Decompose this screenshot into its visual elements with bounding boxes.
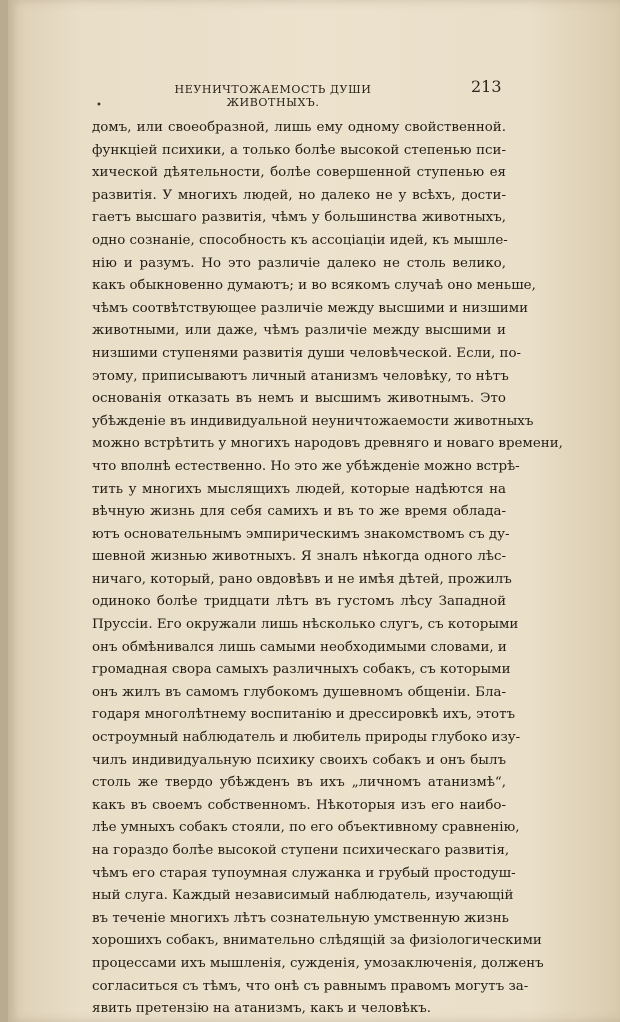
text-line: онъ обмѣнивался лишь самыми необходимыми словами, и	[92, 639, 507, 655]
text-line: гаетъ высшаго развитія, чѣмъ у большинства животныхъ,	[92, 210, 506, 226]
text-line: убѣжденіе въ индивидуальной неуничтожаемости животныхъ	[92, 413, 534, 429]
text-line: какъ обыкновенно думаютъ; и во всякомъ случаѣ оно меньше,	[92, 278, 536, 294]
text-line: столь же твердо убѣжденъ въ ихъ „личномъ атанизмѣ“,	[92, 775, 506, 791]
text-line: въ теченіе многихъ лѣтъ сознательную умственную жизнь	[92, 910, 509, 926]
text-line: согласиться съ тѣмъ, что онѣ съ равнымъ правомъ могутъ за-	[92, 978, 529, 994]
text-line: чѣмъ его старая тупоумная служанка и грубый простодуш-	[92, 865, 516, 881]
text-line: одиноко болѣе тридцати лѣтъ въ густомъ лѣсу Западной	[92, 594, 506, 610]
text-line: явить претензію на атанизмъ, какъ и человѣкъ.	[92, 1001, 431, 1017]
text-line: этому, приписываютъ личный атанизмъ человѣку, то нѣтъ	[92, 368, 509, 384]
text-line: ный слуга. Каждый независимый наблюдатель, изучающій	[92, 888, 514, 904]
text-line: развитія. У многихъ людей, но далеко не у всѣхъ, дости-	[92, 187, 506, 203]
text-line: ничаго, который, рано овдовѣвъ и не имѣя дѣтей, прожилъ	[92, 571, 512, 587]
text-line: чилъ индивидуальную психику своихъ собакъ и онъ былъ	[92, 752, 506, 768]
text-line: громадная свора самыхъ различныхъ собакъ, съ которыми	[92, 662, 511, 678]
text-line: хической дѣятельности, болѣе совершенной ступенью ея	[92, 165, 506, 181]
text-line: можно встрѣтить у многихъ народовъ древняго и новаго времени,	[92, 436, 563, 452]
text-line: функціей психики, а только болѣе высокой степенью пси-	[92, 142, 506, 158]
text-line: вѣчную жизнь для себя самихъ и въ то же время облада-	[92, 504, 506, 520]
text-line: шевной жизнью животныхъ. Я зналъ нѣкогда одного лѣс-	[92, 549, 506, 565]
text-line: остроумный наблюдатель и любитель природы глубоко изу-	[92, 730, 521, 746]
text-line: тить у многихъ мыслящихъ людей, которые надѣются на	[92, 481, 506, 497]
text-line: Пруссіи. Его окружали лишь нѣсколько слугъ, съ которыми	[92, 617, 519, 633]
text-line: низшими ступенями развитія души человѣческой. Если, по-	[92, 345, 522, 361]
text-line: чѣмъ соотвѣтствующее различіе между высшими и низшими	[92, 300, 529, 316]
text-line: годаря многолѣтнему воспитанію и дрессировкѣ ихъ, этотъ	[92, 707, 516, 723]
text-line: какъ въ своемъ собственномъ. Нѣкоторыя изъ его наибо-	[92, 797, 506, 813]
text-line: ютъ основательнымъ эмпирическимъ знакомствомъ съ ду-	[92, 526, 510, 542]
printer-mark: •	[96, 100, 102, 111]
text-line: домъ, или своеобразной, лишь ему одному свойственной.	[92, 120, 506, 135]
text-line: хорошихъ собакъ, внимательно слѣдящій за физіологическими	[92, 933, 542, 949]
text-line: на гораздо болѣе высокой ступени психическаго развитія,	[92, 843, 510, 858]
text-line: животными, или даже, чѣмъ различіе между высшими и	[92, 323, 506, 339]
body-text	[92, 117, 563, 1021]
text-line: онъ жилъ въ самомъ глубокомъ душевномъ общеніи. Бла-	[92, 684, 506, 700]
text-line: основанія отказать въ немъ и высшимъ животнымъ. Это	[92, 391, 506, 407]
text-line: что вполнѣ естественно. Но это же убѣжденіе можно встрѣ-	[92, 458, 520, 474]
book-page	[8, 0, 620, 1022]
text-line: процессами ихъ мышленія, сужденія, умозаключенія, долженъ	[92, 955, 544, 971]
running-title: НЕУНИЧТОЖАЕМОСТЬ ДУШИ ЖИВОТНЫХЪ.	[174, 83, 372, 109]
text-line: одно сознаніе, способность къ ассоціаціи идей, къ мышле-	[92, 232, 508, 248]
text-line: нію и разумъ. Но это различіе далеко не столь велико,	[92, 255, 506, 271]
text-line: лѣе умныхъ собакъ стояли, по его объективному сравненію,	[92, 820, 520, 836]
page-number: 213	[471, 77, 502, 96]
